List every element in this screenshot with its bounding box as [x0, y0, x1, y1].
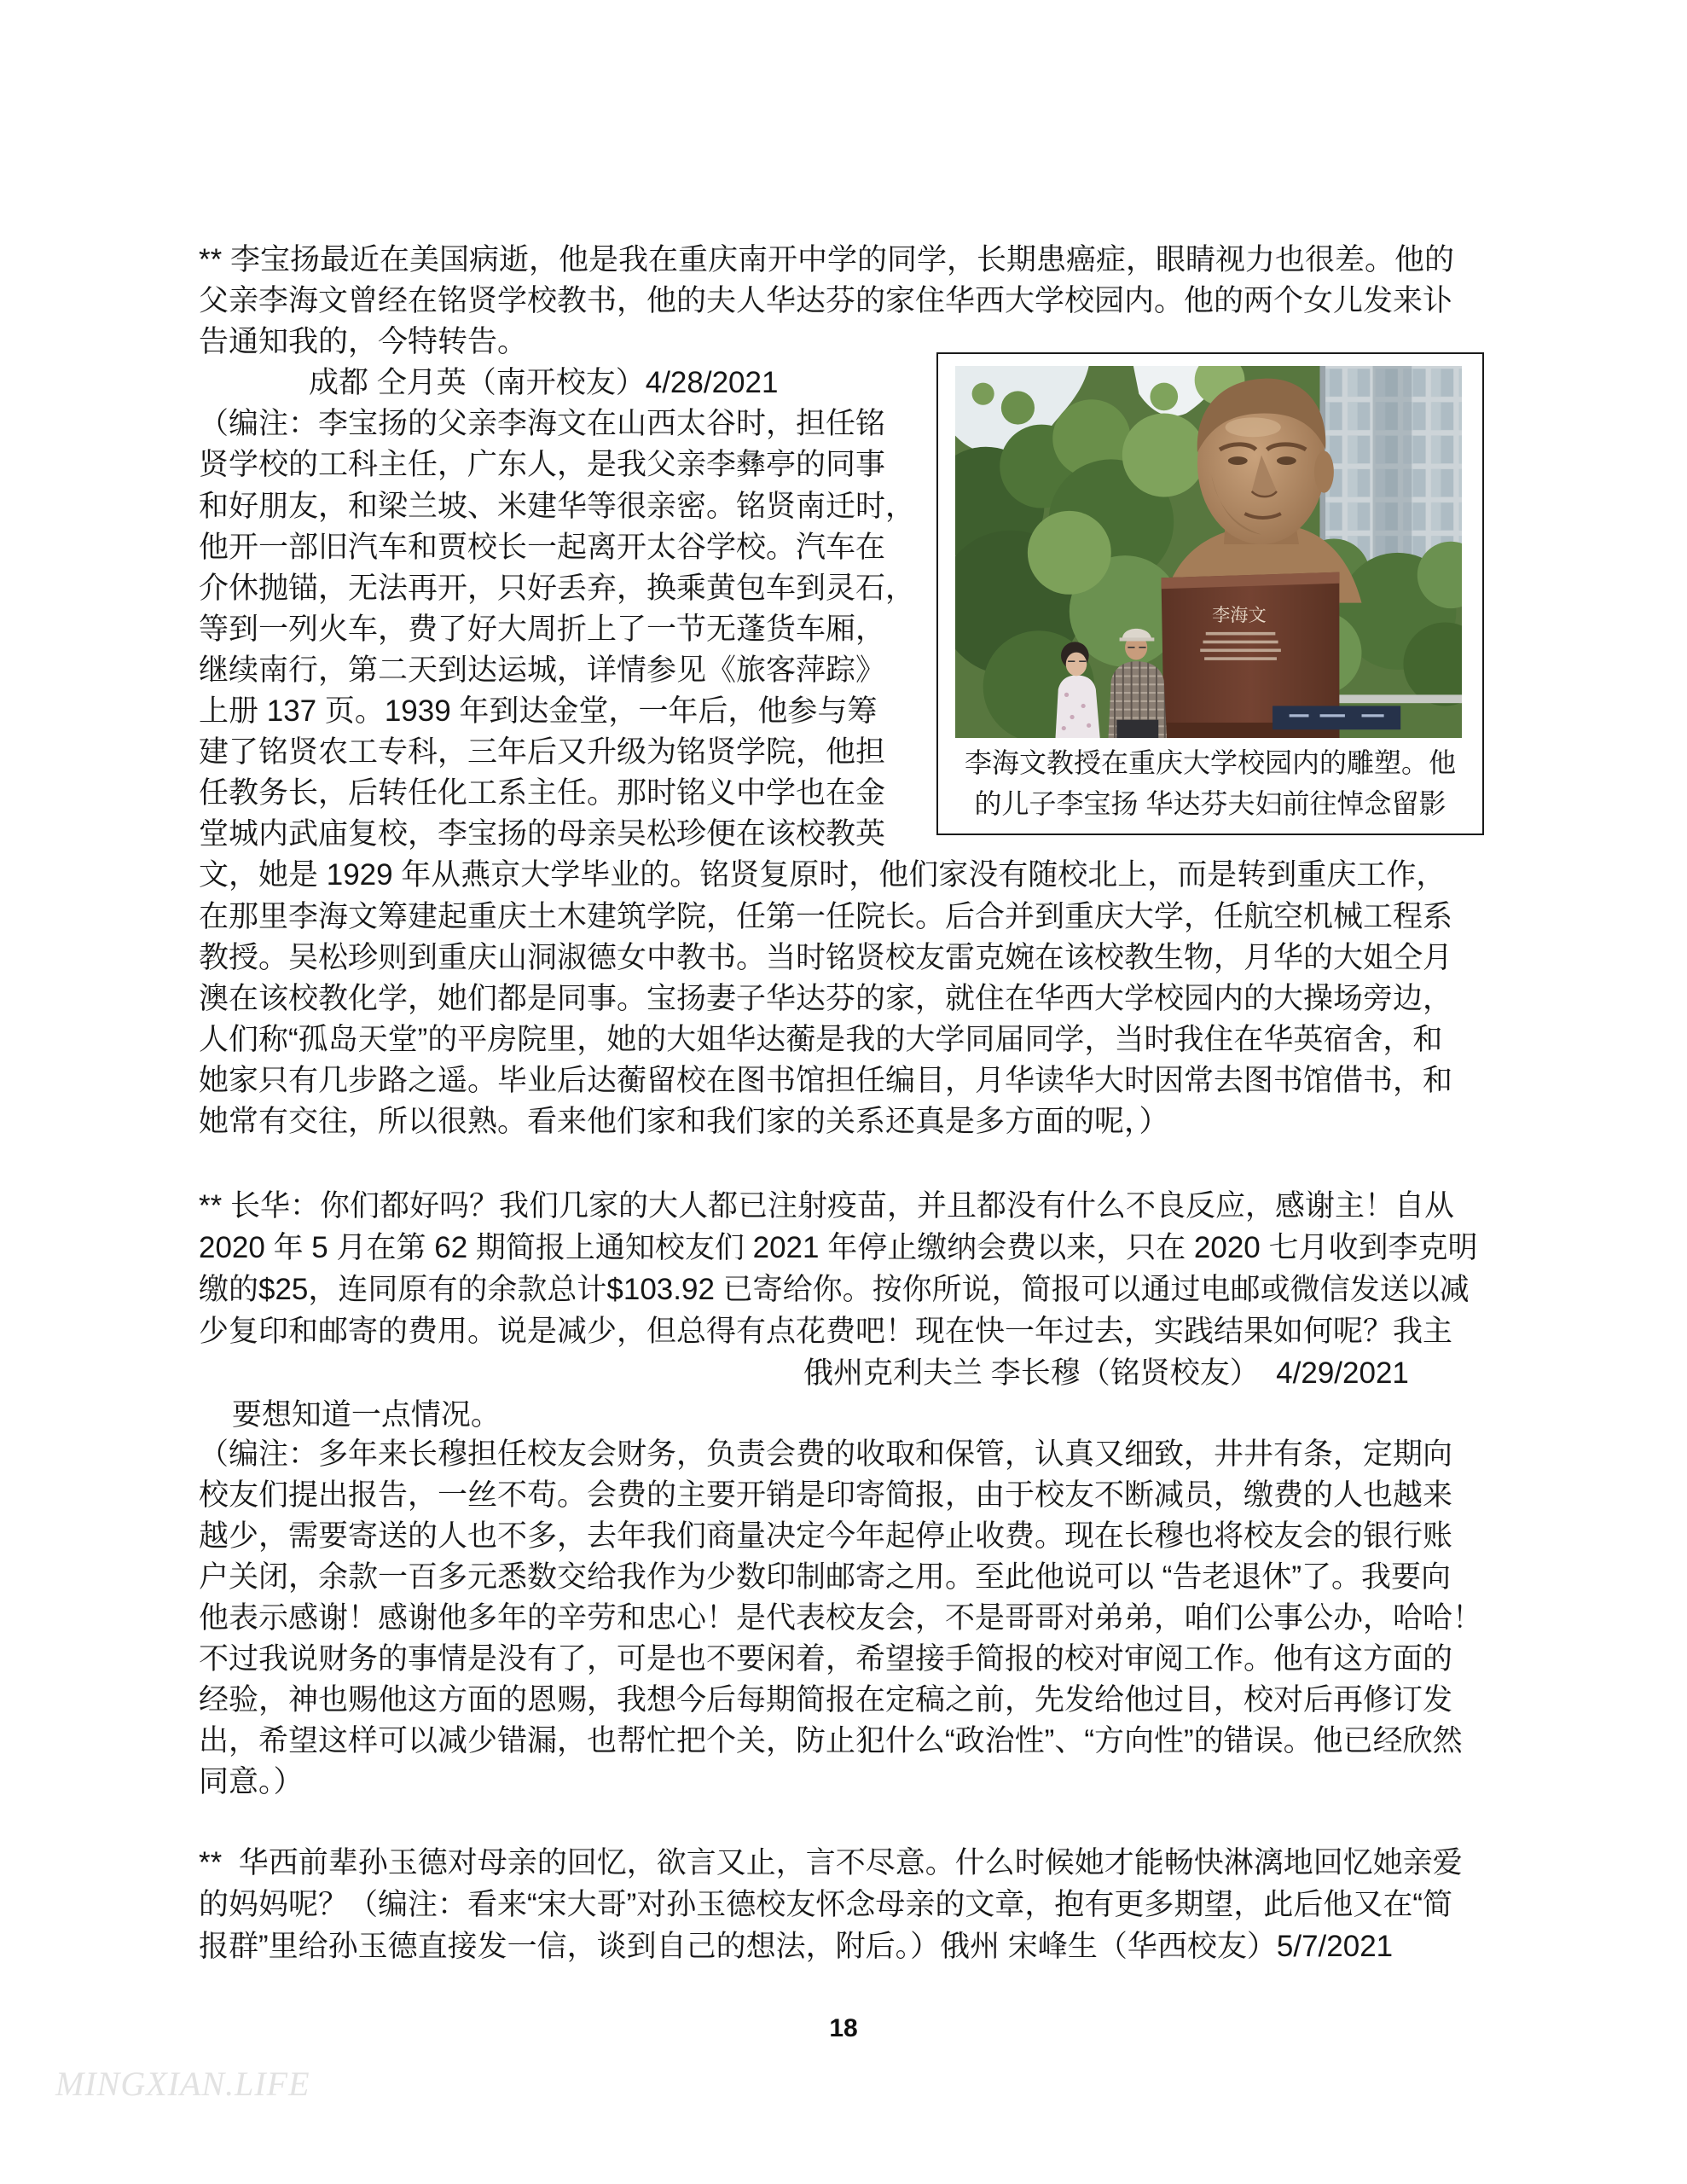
sculpture-photo	[955, 366, 1462, 738]
letter-line: 报群”里给孙玉德直接发一信，谈到自己的想法，附后。）俄州 宋峰生（华西校友）5/7/2021	[199, 1930, 1394, 1963]
letter-closing-text: 要想知道一点情况。	[231, 1398, 501, 1432]
pedestal-inscription: 李海文	[1212, 604, 1267, 626]
photo-figure	[936, 352, 1484, 835]
watermark: MINGXIAN.LIFE	[55, 2065, 310, 2103]
editor-note-line: 户关闭，余款一百多元悉数交给我作为少数印制邮寄之用。至此他说可以 “告老退休”了。我要向	[199, 1560, 1452, 1594]
editor-note-line: 教授。吴松珍则到重庆山洞淑德女中教书。当时铭贤校友雷克婉在该校教生物，月华的大姐仝月	[199, 940, 1453, 974]
editor-note-line: 越少，需要寄送的人也不多，去年我们商量决定今年起停止收费。现在长穆也将校友会的银行账	[199, 1519, 1453, 1553]
editor-note-line: 等到一列火车，费了好大周折上了一节无蓬货车厢，	[199, 612, 886, 646]
letter-line: ** 长华：你们都好吗？我们几家的大人都已注射疫苗，并且都没有什么不良反应，感谢主！自从	[199, 1189, 1454, 1223]
editor-note-line: 上册 137 页。1939 年到达金堂，一年后，他参与筹	[199, 694, 878, 729]
editor-note-line: 澳在该校教化学，她们都是同事。宝扬妻子华达芬的家，就住在华西大学校园内的大操场旁边，	[199, 981, 1453, 1015]
caption-line: 李海文教授在重庆大学校园内的雕塑。他	[964, 747, 1456, 778]
editor-note-line: 不过我说财务的事情是没有了，可是也不要闲着，希望接手简报的校对审阅工作。他有这方面的	[199, 1642, 1453, 1676]
editor-note-line: 在那里李海文筹建起重庆土木建筑学院，任第一任院长。后合并到重庆大学，任航空机械工程系	[199, 899, 1453, 933]
letter-signature: 俄州克利夫兰 李长穆（铭贤校友） 4/29/2021	[803, 1356, 1409, 1390]
editor-note-line: 任教务长，后转任化工系主任。那时铭义中学也在金	[199, 776, 886, 810]
editor-note-line: 她家只有几步路之遥。毕业后达蘅留校在图书馆担任编目，月华读华大时因常去图书馆借书，和	[199, 1063, 1453, 1097]
editor-note-line: （编注：多年来长穆担任校友会财务，负责会费的收取和保管，认真又细致，井井有条，定期向	[199, 1438, 1453, 1471]
caption-line: 的儿子李宝扬 华达芬夫妇前往悼念留影	[974, 788, 1446, 819]
editor-note-line: 出，希望这样可以减少错漏，也帮忙把个关，防止犯什么“政治性”、“方向性”的错误。他已经欣然	[199, 1724, 1463, 1757]
editor-note-line: 和好朋友，和梁兰坡、米建华等很亲密。铭贤南迁时，	[199, 489, 916, 523]
letter-line: ** 李宝扬最近在美国病逝，他是我在重庆南开中学的同学，长期患癌症，眼睛视力也很差。他的	[199, 243, 1454, 276]
editor-note-line: 介休抛锚，无法再开，只好丢弃，换乘黄包车到灵石，	[199, 571, 916, 605]
editor-note-line: 他表示感谢！感谢他多年的辛劳和忠心！是代表校友会，不是哥哥对弟弟，咱们公事公办，哈哈！	[199, 1601, 1483, 1635]
editor-note-line: 同意。）	[199, 1765, 304, 1798]
photo-caption	[938, 742, 1482, 824]
letter-signature: 成都 仝月英（南开校友）4/28/2021	[309, 366, 779, 400]
editor-note-line: 文，她是 1929 年从燕京大学毕业的。铭贤复原时，他们家没有随校北上，而是转到重庆工作，	[199, 858, 1446, 892]
editor-note-line: 校友们提出报告，一丝不苟。会费的主要开销是印寄简报，由于校友不断减员，缴费的人也越来	[199, 1478, 1453, 1512]
letter-3-block	[199, 1842, 1463, 1967]
letter-line: 父亲李海文曾经在铭贤学校教书，他的夫人华达芬的家住华西大学校园内。他的两个女儿发来讣	[199, 284, 1453, 318]
editor-note-line: 经验，神也赐他这方面的恩赐，我想今后每期简报在定稿之前，先发给他过目，校对后再修订发	[199, 1683, 1453, 1716]
letter-line: 告通知我的，今特转告。	[199, 325, 528, 359]
editor-note-line: （编注：李宝扬的父亲李海文在山西太谷时，担任铭	[199, 407, 886, 441]
editor-note-line: 贤学校的工科主任，广东人，是我父亲李彝亭的同事	[199, 448, 886, 482]
editor-note-line: 继续南行，第二天到达运城，详情参见《旅客萍踪》	[199, 653, 886, 687]
letter-line: 2020 年 5 月在第 62 期简报上通知校友们 2021 年停止缴纳会费以来，只在 2020 七月收到李克明	[199, 1231, 1478, 1264]
letter-line: 的妈妈呢？（编注：看来“宋大哥”对孙玉德校友怀念母亲的文章，抱有更多期望，此后他又在“简	[199, 1888, 1452, 1921]
editor-note-line: 她常有交往，所以很熟。看来他们家和我们家的关系还真是多方面的呢，）	[199, 1104, 1169, 1138]
editor-note-2-block	[199, 1434, 1482, 1803]
letter-line: ** 华西前辈孙玉德对母亲的回忆，欲言又止，言不尽意。什么时候她才能畅快淋漓地回忆她亲爱	[199, 1846, 1463, 1879]
editor-note-line: 人们称“孤岛天堂”的平房院里，她的大姐华达蘅是我的大学同届同学，当时我住在华英宿舍，和	[199, 1022, 1443, 1056]
editor-note-line: 建了铭贤农工专科，三年后又升级为铭贤学院，他担	[199, 735, 886, 770]
page-number: 18	[829, 2014, 858, 2042]
letter-line: 缴的$25，连同原有的余款总计$103.92 已寄给你。按你所说，简报可以通过电邮或微信发送以减	[199, 1273, 1470, 1306]
letter-line: 少复印和邮寄的费用。说是减少，但总得有点花费吧！现在快一年过去，实践结果如何呢？我主	[199, 1315, 1453, 1348]
editor-note-line: 堂城内武庙复校，李宝扬的母亲吴松珍便在该校教英	[199, 817, 886, 851]
editor-note-line: 他开一部旧汽车和贾校长一起离开太谷学校。汽车在	[199, 530, 886, 564]
